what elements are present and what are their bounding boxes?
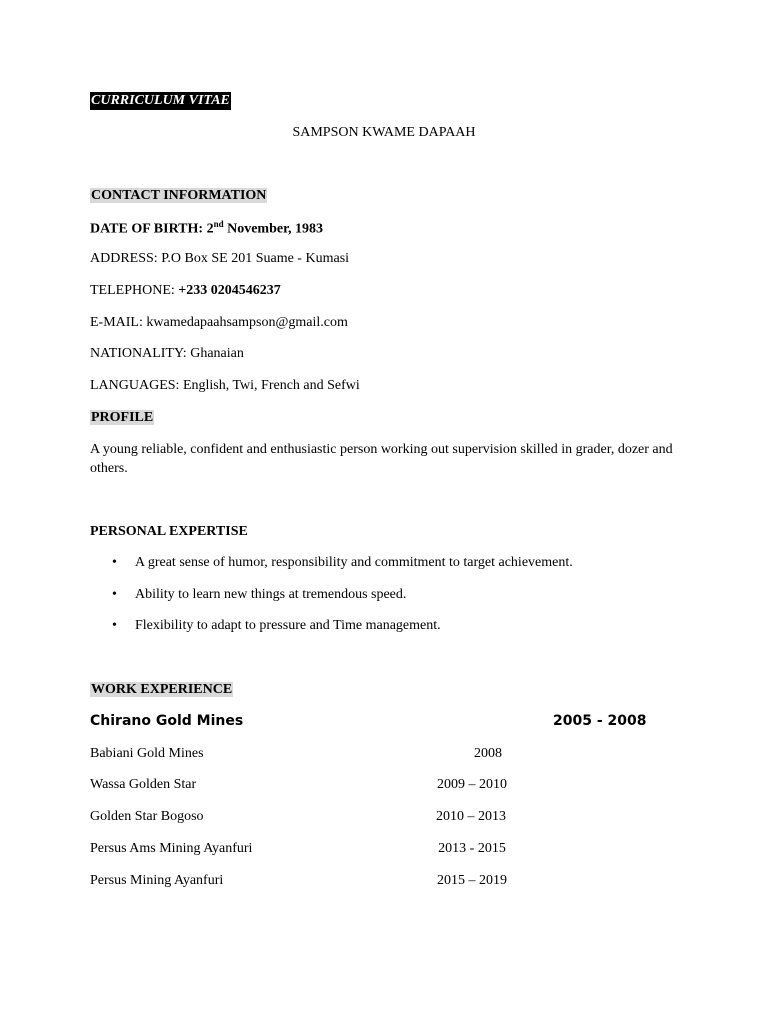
job-years: 2010 – 2013 [436, 809, 506, 824]
job-company: Persus Mining Ayanfuri [90, 873, 224, 888]
contact-section [90, 187, 267, 205]
candidate-name: SAMPSON KWAME DAPAAH [292, 125, 476, 140]
nationality-label: NATIONALITY: [90, 346, 191, 361]
profile-heading: PROFILE [91, 410, 154, 425]
dob-rest: November, 1983 [223, 221, 324, 237]
expertise-heading: PERSONAL EXPERTISE [90, 524, 248, 539]
profile-section [90, 409, 154, 427]
job-company: Wassa Golden Star [90, 777, 197, 792]
languages-line [90, 377, 360, 395]
bullet-icon: • [112, 555, 117, 570]
job-company: Persus Ams Mining Ayanfuri [90, 841, 253, 856]
bullet-icon: • [112, 587, 117, 602]
job-years: 2008 [474, 746, 502, 761]
bullet-icon: • [112, 618, 117, 633]
expertise-item: Ability to learn new things at tremendous speed. [135, 587, 407, 602]
job-years-main: 2005 - 2008 [553, 713, 647, 729]
languages-label: LANGUAGES: [90, 378, 183, 393]
email-line [90, 314, 348, 332]
work-section [90, 681, 233, 699]
job-years: 2015 – 2019 [437, 873, 507, 888]
job-company: Golden Star Bogoso [90, 809, 204, 824]
job-years: 2013 - 2015 [438, 841, 506, 856]
job-years: 2009 – 2010 [437, 777, 507, 792]
work-heading: WORK EXPERIENCE [91, 682, 233, 697]
expertise-item: Flexibility to adapt to pressure and Time management. [135, 618, 441, 633]
contact-heading: CONTACT INFORMATION [91, 188, 267, 203]
profile-text: A young reliable, confident and enthusiastic person working out supervision skilled in grader, dozer and others. [90, 442, 673, 476]
address-line [90, 250, 349, 268]
date-of-birth [90, 219, 323, 239]
nationality-line [90, 345, 244, 363]
email-label: E-MAIL: [90, 315, 147, 330]
document-title: CURRICULUM VITAE [90, 92, 231, 110]
address-label: ADDRESS: [90, 251, 162, 266]
languages-value: English, Twi, French and Sefwi [182, 378, 360, 393]
telephone-label: TELEPHONE: [90, 283, 179, 298]
telephone-value: +233 0204546237 [178, 283, 281, 298]
address-value: P.O Box SE 201 Suame - Kumasi [161, 251, 350, 266]
email-value: kwamedapaahsampson@gmail.com [146, 315, 348, 330]
nationality-value: Ghanaian [190, 346, 244, 361]
expertise-item: A great sense of humor, responsibility and commitment to target achievement. [135, 555, 573, 570]
dob-label: DATE OF BIRTH: 2 [90, 221, 214, 237]
job-company: Babiani Gold Mines [90, 746, 204, 761]
dob-suffix: nd [213, 219, 224, 229]
telephone-line [90, 282, 281, 300]
job-company-main: Chirano Gold Mines [90, 713, 244, 729]
